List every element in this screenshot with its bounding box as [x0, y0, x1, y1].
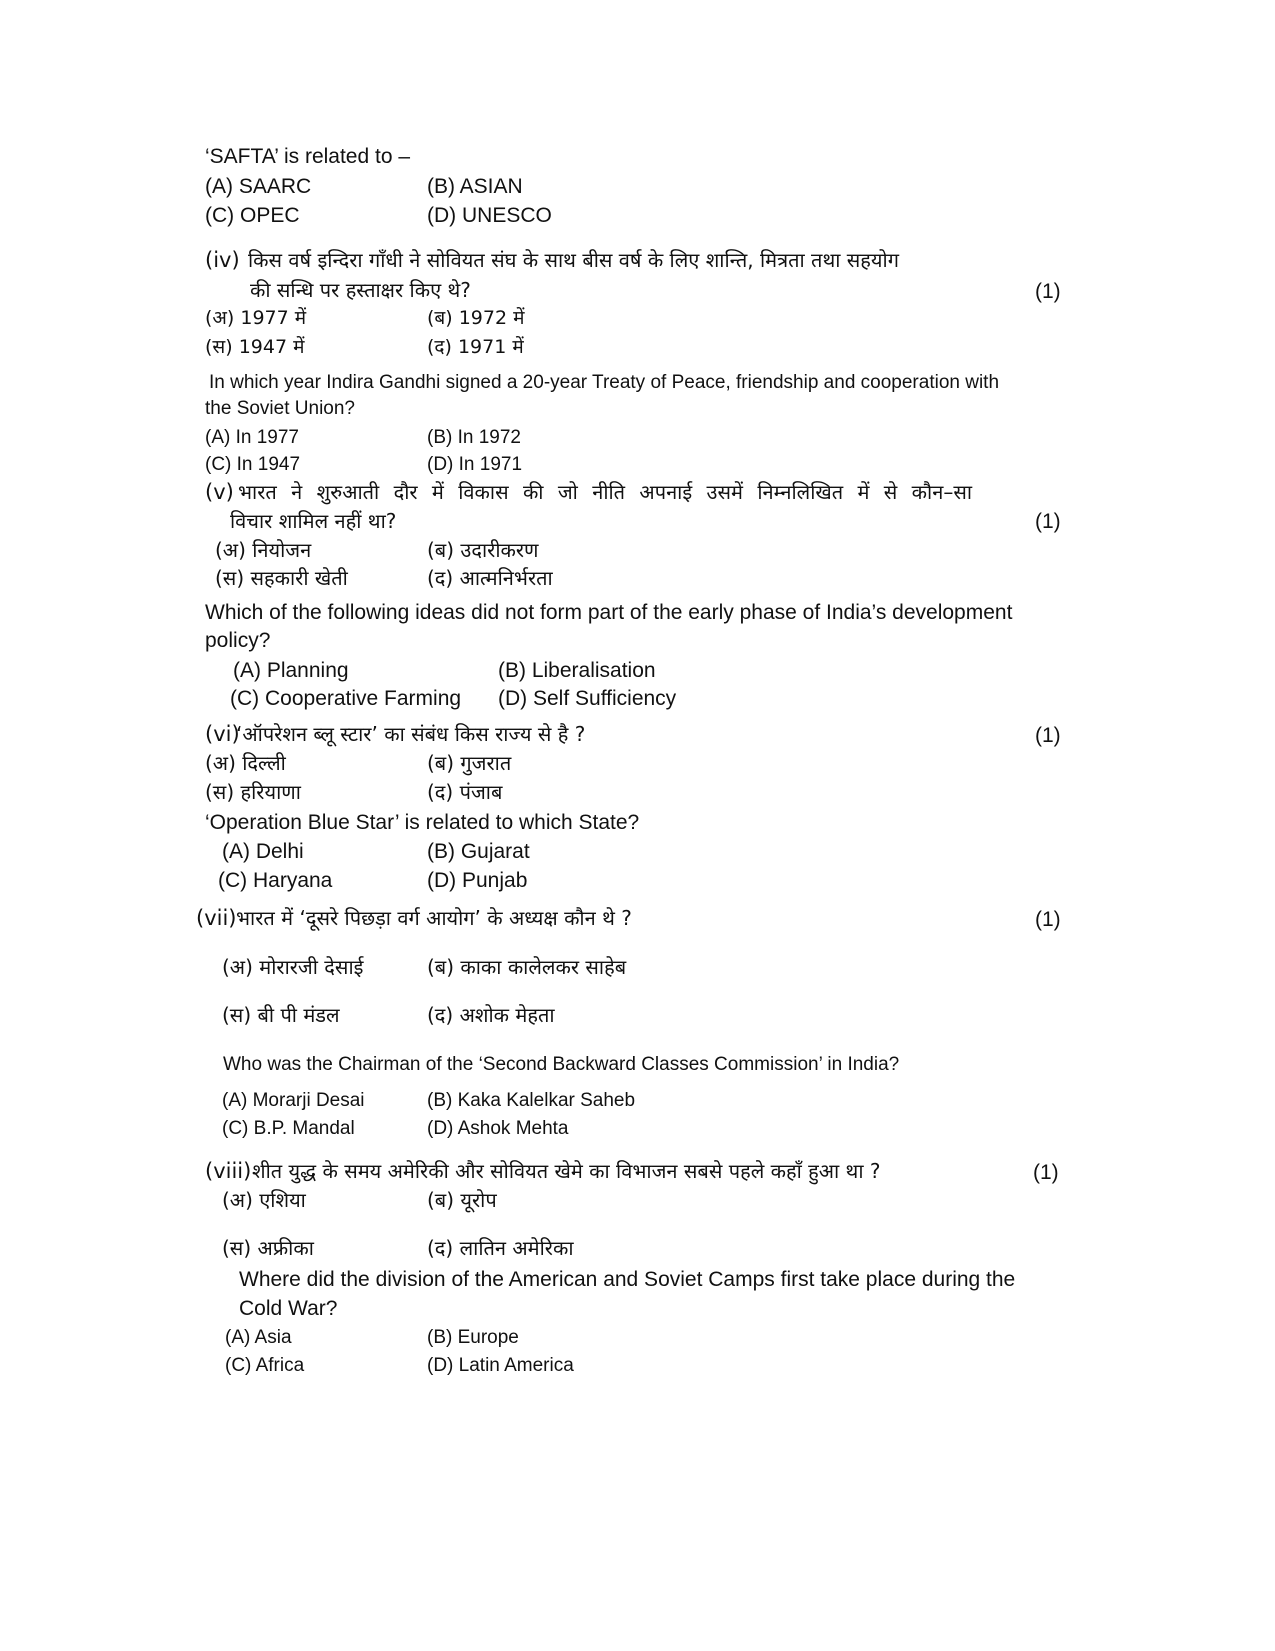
option-hi-d: (द) पंजाब	[427, 780, 503, 804]
option-en-b: (B) Europe	[427, 1327, 519, 1348]
option-hi-c: (स) सहकारी खेती	[215, 566, 348, 590]
question-number: (viii)	[205, 1159, 252, 1183]
question-text-en-line2: the Soviet Union?	[205, 398, 355, 419]
option-b: (B) ASIAN	[427, 175, 523, 198]
question-text-en-line1: Where did the division of the American and Soviet Camps first take place during the	[239, 1268, 1016, 1291]
marks-label: (1)	[1033, 1161, 1059, 1184]
option-hi-b: (ब) काका कालेलकर साहेब	[427, 955, 627, 979]
question-text-en-line2: policy?	[205, 629, 271, 652]
option-en-b: (B) In 1972	[427, 427, 521, 448]
option-en-c: (C) Cooperative Farming	[230, 687, 462, 710]
option-en-c: (C) B.P. Mandal	[222, 1118, 355, 1139]
option-hi-c: (स) हरियाणा	[205, 780, 301, 804]
option-hi-b: (ब) गुजरात	[427, 751, 512, 775]
question-text-hi: भारत में ‘दूसरे पिछड़ा वर्ग आयोग’ के अध्यक्ष कौन थे ?	[236, 906, 632, 930]
question-text-hi-line2: की सन्धि पर हस्ताक्षर किए थे?	[250, 278, 471, 302]
option-en-a: (A) Asia	[225, 1327, 292, 1348]
option-en-a: (A) In 1977	[205, 427, 299, 448]
option-en-b: (B) Gujarat	[427, 840, 530, 863]
option-en-c: (C) Africa	[225, 1355, 305, 1376]
option-en-d: (D) Punjab	[427, 869, 528, 892]
question-text-en-line2: Cold War?	[239, 1297, 338, 1320]
option-a: (A) SAARC	[205, 175, 312, 198]
question-text-en: ‘SAFTA’ is related to –	[205, 145, 411, 168]
option-hi-d: (द) अशोक मेहता	[427, 1003, 555, 1027]
option-hi-d: (द) आत्मनिर्भरता	[427, 566, 553, 590]
option-en-d: (D) Self Sufficiency	[498, 687, 677, 710]
option-hi-a: (अ) दिल्ली	[205, 751, 286, 775]
marks-label: (1)	[1035, 280, 1061, 303]
option-en-b: (B) Liberalisation	[498, 659, 656, 682]
option-hi-c: (स) अफ्रीका	[222, 1236, 314, 1260]
marks-label: (1)	[1035, 724, 1061, 747]
question-text-hi-line2: विचार शामिल नहीं था?	[230, 509, 397, 533]
option-hi-d: (द) 1971 में	[427, 336, 524, 358]
option-en-a: (A) Morarji Desai	[222, 1090, 365, 1111]
option-en-d: (D) Latin America	[427, 1355, 574, 1376]
question-text-hi-line1: भारत ने शुरुआती दौर में विकास की जो नीति अपनाई उसमें निम्नलिखित में से कौन–सा	[238, 480, 973, 504]
option-en-d: (D) In 1971	[427, 454, 523, 475]
option-hi-a: (अ) नियोजन	[215, 538, 312, 562]
question-number: (iv)	[205, 248, 240, 272]
option-hi-b: (ब) यूरोप	[427, 1188, 497, 1212]
option-hi-c: (स) 1947 में	[205, 336, 305, 358]
option-hi-d: (द) लातिन अमेरिका	[427, 1236, 574, 1260]
option-c: (C) OPEC	[205, 204, 300, 227]
option-hi-a: (अ) एशिया	[222, 1188, 306, 1212]
option-hi-a: (अ) 1977 में	[205, 307, 307, 329]
option-en-b: (B) Kaka Kalelkar Saheb	[427, 1090, 636, 1111]
option-en-a: (A) Planning	[233, 659, 349, 682]
marks-label: (1)	[1035, 908, 1061, 931]
question-text-hi: शीत युद्ध के समय अमेरिकी और सोवियत खेमे का विभाजन सबसे पहले कहाँ हुआ था ?	[252, 1159, 881, 1183]
question-text-hi-line1: किस वर्ष इन्दिरा गाँधी ने सोवियत संघ के साथ बीस वर्ष के लिए शान्ति, मित्रता तथा सहयोग	[248, 248, 899, 272]
option-hi-c: (स) बी पी मंडल	[222, 1003, 340, 1027]
option-hi-b: (ब) उदारीकरण	[427, 538, 539, 562]
option-en-c: (C) In 1947	[205, 454, 301, 475]
option-hi-b: (ब) 1972 में	[427, 307, 525, 329]
question-text-en: ‘Operation Blue Star’ is related to which State?	[205, 811, 640, 834]
question-number: (vii)	[196, 906, 237, 930]
option-en-a: (A) Delhi	[222, 840, 304, 863]
question-text-hi: ‘ऑपरेशन ब्लू स्टार’ का संबंध किस राज्य से है ?	[236, 722, 586, 746]
question-text-en-line1: In which year Indira Gandhi signed a 20-year Treaty of Peace, friendship and cooperation with	[209, 372, 1000, 393]
question-number: (v)	[205, 480, 234, 504]
option-en-d: (D) Ashok Mehta	[427, 1118, 569, 1139]
question-text-en-line1: Which of the following ideas did not form part of the early phase of India’s development	[205, 601, 1013, 624]
question-number: (vi)	[205, 722, 240, 746]
question-text-en: Who was the Chairman of the ‘Second Backward Classes Commission’ in India?	[223, 1054, 900, 1075]
marks-label: (1)	[1035, 510, 1061, 533]
option-en-c: (C) Haryana	[218, 869, 333, 892]
option-d: (D) UNESCO	[427, 204, 552, 227]
option-hi-a: (अ) मोरारजी देसाई	[222, 955, 364, 979]
